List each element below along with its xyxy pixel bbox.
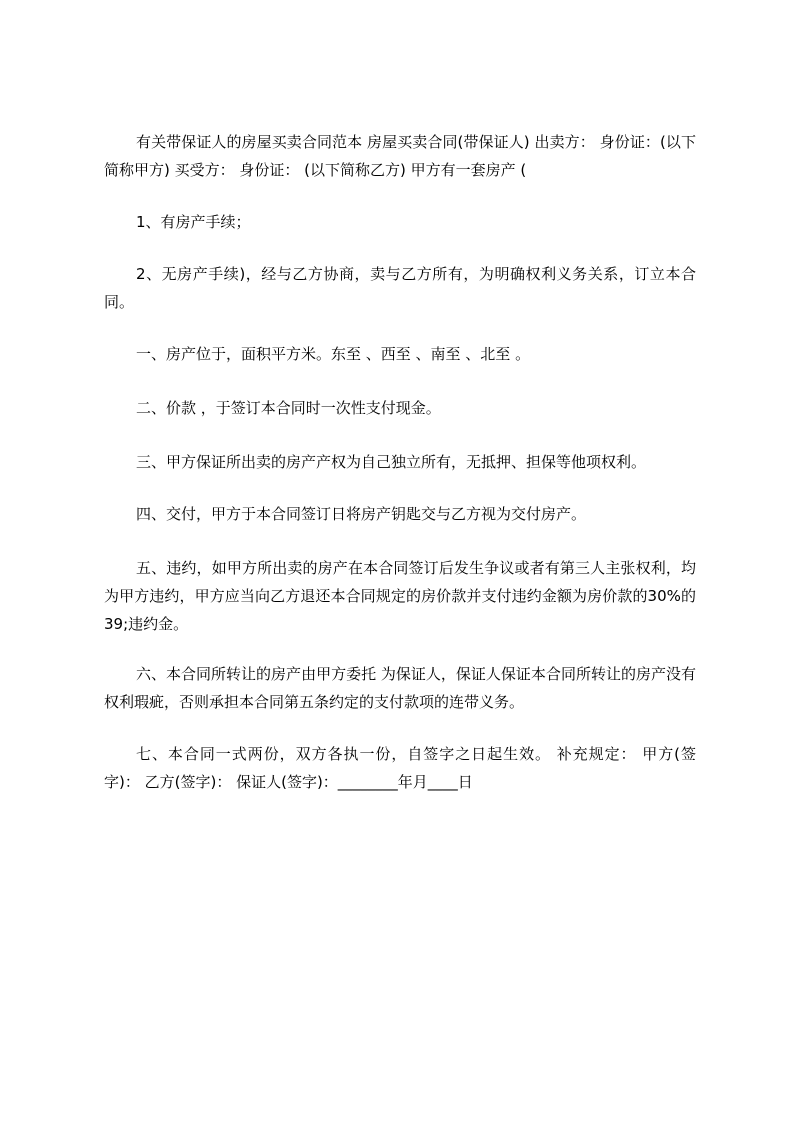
- intro-paragraph: 有关带保证人的房屋买卖合同范本 房屋买卖合同(带保证人) 出卖方： 身份证：(以下简称甲方) 买受方： 身份证： (以下简称乙方) 甲方有一套房产 (: [104, 133, 696, 179]
- clause-no-property-documents: 2、无房产手续)，经与乙方协商，卖与乙方所有，为明确权利义务关系，订立本合同。: [104, 265, 696, 311]
- article-3-ownership: 三、甲方保证所出卖的房产产权为自己独立所有，无抵押、担保等他项权利。: [136, 453, 647, 471]
- article-4-delivery: 四、交付，甲方于本合同签订日将房产钥匙交与乙方视为交付房产。: [136, 505, 587, 523]
- article-1-location: 一、房产位于，面积平方米。东至 、西至 、南至 、北至 。: [136, 345, 531, 363]
- article-7-signatures: 七、本合同一式两份，双方各执一份，自签字之日起生效。 补充规定： 甲方(签字)： 乙方(签字)： 保证人(签字)：________年月____日: [104, 745, 696, 791]
- clause-property-documents: 1、有房产手续；: [136, 213, 251, 231]
- article-6-guarantor: 六、本合同所转让的房产由甲方委托 为保证人，保证人保证本合同所转让的房产没有权利瑕疵，否则承担本合同第五条约定的支付款项的连带义务。: [104, 665, 696, 711]
- article-2-price: 二、价款 ，于签订本合同时一次性支付现金。: [136, 399, 441, 417]
- article-5-breach: 五、违约，如甲方所出卖的房产在本合同签订后发生争议或者有第三人主张权利，均为甲方违约，甲方应当向乙方退还本合同规定的房价款并支付违约金额为房价款的30%的39;违约金。: [104, 559, 696, 633]
